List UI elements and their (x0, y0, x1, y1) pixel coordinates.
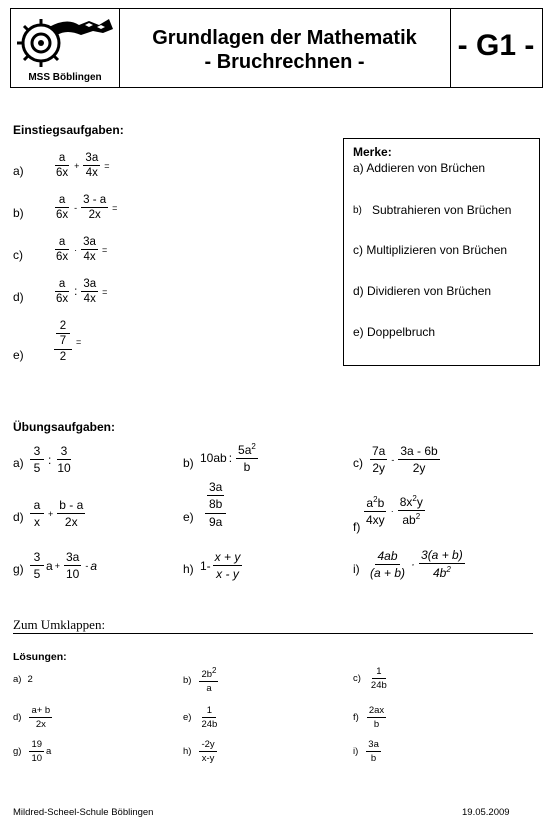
practice-label-h: h) (183, 562, 194, 576)
solution-label-f: f) (353, 712, 359, 723)
practice-label-c: c) (353, 456, 363, 470)
intro-label-d: d) (13, 290, 24, 304)
worksheet-header (10, 8, 543, 88)
school-logo-icon (15, 13, 115, 68)
school-label: MSS Böblingen (28, 72, 102, 83)
practice-label-a: a) (13, 456, 24, 470)
solution-label-a: a) (13, 674, 22, 685)
worksheet-title: Grundlagen der Mathematik (152, 27, 417, 49)
practice-label-i: i) (353, 562, 360, 576)
practice-expr-b: 10ab : $\frac{5a^2}{b}$ (200, 442, 256, 474)
practice-expr-d: $\frac{a}{x}$ + $\frac{b - a}{2x}$ (28, 498, 87, 529)
solution-d: d) $\frac{a+ b}{2x}$ (13, 705, 51, 730)
merke-item-d: d) Dividieren von Brüchen (353, 284, 492, 298)
title-cell (119, 9, 451, 87)
solution-f: f) $\frac{2ax}{b}$ (353, 705, 385, 730)
solution-label-e: e) (183, 712, 192, 723)
fold-label: Zum Umklappen: (13, 617, 106, 632)
merke-item-a: a) Addieren von Brüchen (353, 161, 486, 175)
code-cell (450, 9, 542, 87)
practice-expr-i: $\frac{4ab}{(a + b)}$ · $\frac{3(a + b)}{4b^2}$ (370, 548, 463, 580)
solution-e: e) $\frac{1}{24b}$ (183, 705, 218, 730)
solution-b: b) $\frac{2b^2}{a}$ (183, 666, 217, 695)
solution-i: i) $\frac{3a}{b}$ (353, 739, 379, 764)
solution-c: c) $\frac{1}{24b}$ (353, 666, 387, 691)
merke-item-b-label: b) (353, 205, 362, 216)
intro-heading: Einstiegsaufgaben: (13, 123, 124, 137)
solution-value-a: 2 (27, 674, 33, 685)
intro-label-c: c) (13, 248, 23, 262)
solution-label-d: d) (13, 712, 22, 723)
practice-label-e: e) (183, 510, 194, 524)
solution-g: g) $\frac{19}{10}$ a (13, 739, 52, 764)
merke-item-e: e) Doppelbruch (353, 325, 436, 339)
intro-label-a: a) (13, 164, 24, 178)
merke-box (343, 138, 540, 366)
solution-label-c: c) (353, 673, 361, 684)
fold-rule (13, 633, 533, 634)
intro-expr-e: $\frac{\frac{2}{7}}{2}$ = (52, 320, 83, 363)
practice-expr-f: $\frac{a^2b}{4xy}$ · $\frac{8x^2y}{ab^2}$ (366, 494, 423, 527)
solutions-heading: Lösungen: (13, 651, 67, 663)
intro-expr-a: $\frac{a}{6x}$ + $\frac{3a}{4x}$ = (56, 152, 110, 179)
intro-label-b: b) (13, 206, 24, 220)
logo-cell (11, 9, 120, 87)
footer-school: Mildred-Scheel-Schule Böblingen (13, 807, 154, 818)
merke-item-b: Subtrahieren von Brüchen (372, 203, 512, 217)
worksheet-subtitle: - Bruchrechnen - (204, 51, 365, 73)
practice-label-f: f) (353, 520, 361, 534)
intro-expr-b: $\frac{a}{6x}$ - $\frac{3 - a}{2x}$ = (56, 194, 118, 221)
practice-expr-h: 1- $\frac{x + y}{x - y}$ (200, 550, 241, 581)
practice-heading: Übungsaufgaben: (13, 420, 115, 434)
practice-expr-a: $\frac{3}{5}$ : $\frac{3}{10}$ (28, 444, 75, 475)
solution-label-b: b) (183, 674, 192, 686)
worksheet-code: - G1 - (457, 29, 535, 62)
practice-expr-c: $\frac{7a}{2y}$ - $\frac{3a - 6b}{2y}$ (372, 444, 438, 475)
footer-date: 19.05.2009 (462, 807, 510, 818)
intro-expr-c: $\frac{a}{6x}$ · $\frac{3a}{4x}$ = (56, 236, 108, 263)
intro-label-e: e) (13, 348, 24, 362)
merke-title: Merke: (353, 145, 392, 159)
practice-label-b: b) (183, 456, 194, 470)
solution-label-g: g) (13, 746, 22, 757)
solution-a (13, 674, 33, 685)
practice-label-g: g) (13, 562, 24, 576)
solution-label-h: h) (183, 746, 192, 757)
solution-h: h) $\frac{-2y}{x-y}$ (183, 739, 215, 764)
practice-expr-g: $\frac{3}{5}$ a + $\frac{3a}{10}$ - a (28, 550, 97, 581)
practice-expr-e: $\frac{\frac{3a}{8b}}{9a}$ (203, 480, 228, 529)
intro-expr-d: $\frac{a}{6x}$ : $\frac{3a}{4x}$ = (56, 278, 108, 305)
merke-item-c: c) Multiplizieren von Brüchen (353, 243, 508, 257)
practice-label-d: d) (13, 510, 24, 524)
solution-label-i: i) (353, 746, 359, 757)
